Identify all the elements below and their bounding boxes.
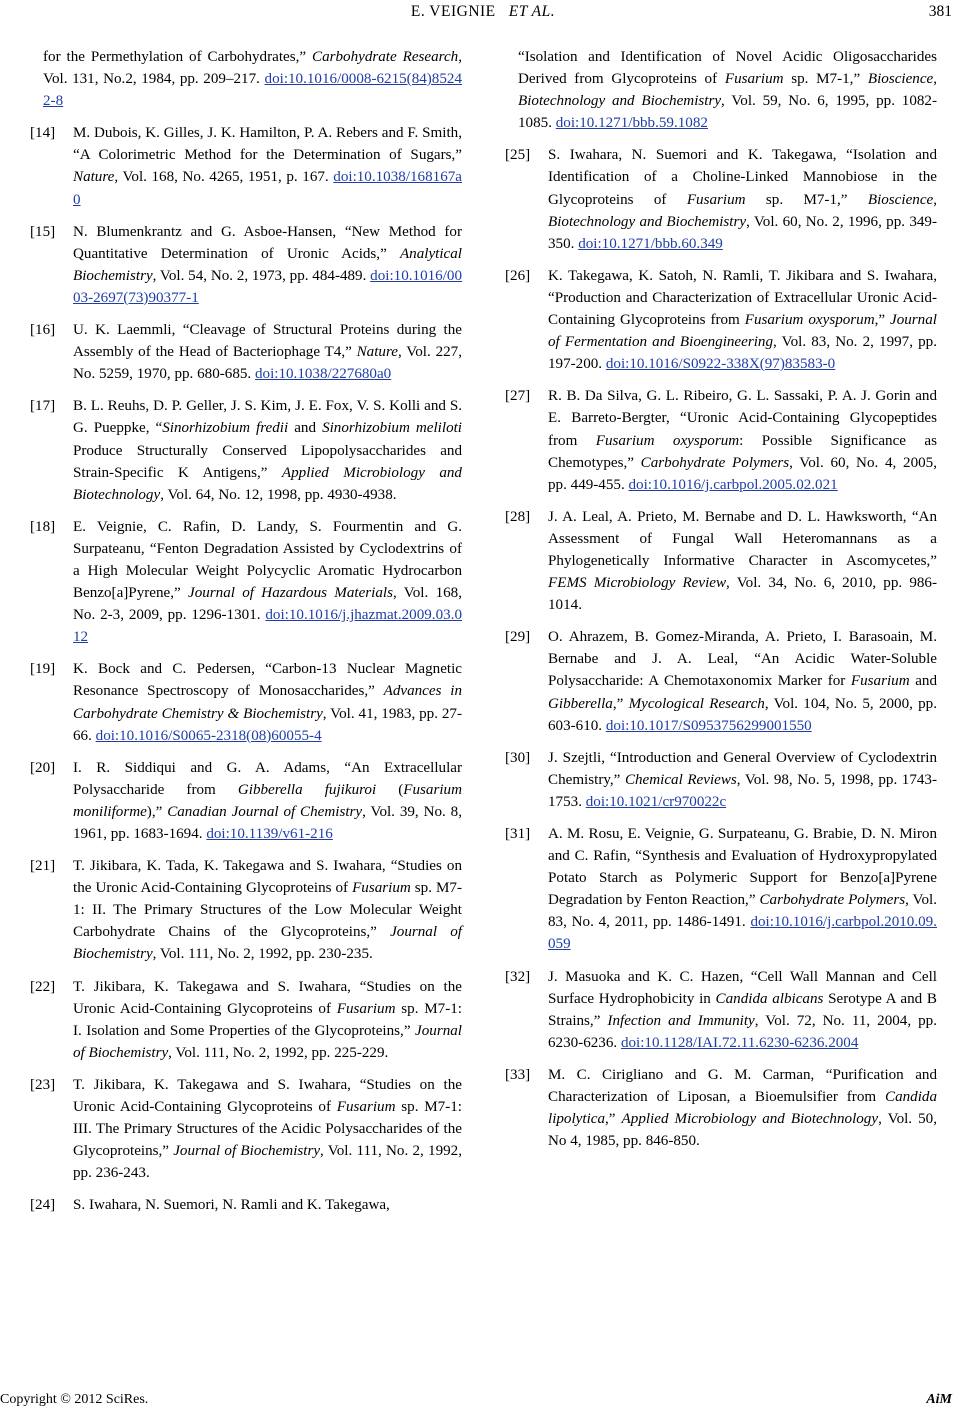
doi-link[interactable]: doi:10.1016/S0922-338X(97)83583-0	[605, 356, 836, 373]
reference-text: , Vol. 227, No. 5259, 1970, pp. 680-685.	[73, 344, 462, 383]
reference-number: [22]	[30, 978, 56, 995]
reference-text: , Vol. 111, No. 2, 1992, pp. 230-235.	[152, 946, 373, 963]
italic-text: Fusarium oxysporum	[744, 312, 875, 329]
reference-number: [31]	[505, 826, 531, 842]
reference-number: [32]	[505, 968, 531, 985]
reference-text: , Vol. 54, No. 2, 1973, pp. 484-489.	[152, 267, 371, 284]
reference-continuation	[30, 46, 462, 112]
reference-number: [28]	[505, 508, 531, 525]
italic-text: FEMS Microbiology Review	[548, 575, 727, 592]
reference-text: R. B. Da Silva, G. L. Ribeiro, G. L. Sassaki, P. A. J. Gorin and E. Barreto-Bergter, “Uronic Acid-Containing Glycopeptides from	[548, 388, 937, 449]
reference-entry	[505, 1064, 937, 1152]
reference-entry	[505, 626, 937, 736]
reference-number: [20]	[30, 759, 56, 776]
reference-text: ,”	[612, 695, 629, 712]
doi-link[interactable]: doi:10.1016/j.jhazmat.2009.03.012	[73, 607, 462, 646]
reference-text: , Vol. 168, No. 2-3, 2009, pp. 1296-1301.	[73, 585, 462, 624]
reference-number: [26]	[505, 267, 531, 284]
italic-text: Analytical Biochemistry	[73, 245, 462, 284]
reference-text: ),”	[146, 803, 168, 820]
reference-text: , Vol. 59, No. 6, 1995, pp. 1082-1085.	[518, 93, 937, 132]
reference-entry	[30, 319, 462, 385]
reference-text: , Vol. 83, No. 2, 1997, pp. 197-200.	[548, 334, 937, 373]
reference-text: J. Szejtli, “Introduction and General Overview of Cyclodextrin Chemistry,”	[548, 749, 937, 788]
italic-text: Sinorhizobium fredii	[162, 420, 289, 437]
reference-text: I. R. Siddiqui and G. A. Adams, “An Extracellular Polysaccharide from	[73, 759, 462, 798]
reference-entry	[505, 265, 937, 375]
reference-entry	[30, 976, 462, 1064]
reference-text: U. K. Laemmli, “Cleavage of Structural Proteins during the Assembly of the Head of Bacteriophage T4,”	[73, 322, 462, 361]
italic-text: Sinorhizobium meliloti	[322, 420, 462, 437]
italic-text: Canadian Journal of Chemistry	[167, 803, 363, 820]
reference-text: N. Blumenkrantz and G. Asboe-Hansen, “New Method for Quantitative Determination of Uronic Acids,”	[73, 223, 462, 262]
reference-text: K. Bock and C. Pedersen, “Carbon-13 Nuclear Magnetic Resonance Spectroscopy of Monosaccharides,”	[73, 661, 462, 700]
reference-number: [24]	[30, 1197, 56, 1214]
italic-text: Bioscience	[867, 191, 934, 208]
reference-number: [27]	[505, 388, 531, 405]
italic-text: Nature	[356, 344, 398, 361]
reference-text: ,”	[605, 1111, 622, 1128]
reference-text: S. Iwahara, N. Suemori and K. Takegawa, “Isolation and Identification of a Choline-Linked Mannobiose in the Glycoproteins of	[548, 147, 937, 208]
reference-number: [19]	[30, 661, 56, 678]
reference-text: , Vol. 50, No 4, 1985, pp. 846-850.	[548, 1111, 937, 1150]
reference-text: , Vol. 34, No. 6, 2010, pp. 986-1014.	[548, 575, 937, 614]
doi-link[interactable]: doi:10.1139/v61-216	[206, 826, 333, 842]
reference-text: (	[376, 781, 404, 798]
journal-abbreviation: AiM	[926, 1392, 952, 1407]
page-number: 381	[928, 3, 952, 20]
reference-entry	[30, 516, 462, 649]
italic-text: Journal of Hazardous Materials	[188, 585, 393, 602]
reference-text: Produce Structurally Conserved Lipopolysaccharides and Strain-Specific K Antigens,”	[73, 442, 462, 481]
italic-text: Carbohydrate Polymers	[759, 892, 906, 909]
reference-text: “Isolation and Identification of Novel Acidic Oligosaccharides Derived from Glycoproteins of	[518, 49, 937, 88]
reference-entry	[505, 747, 937, 813]
italic-text: Mycological Research	[628, 695, 765, 712]
reference-text: T. Jikibara, K. Tada, K. Takegawa and S. Iwahara, “Studies on the Uronic Acid-Containing Glycoproteins of	[73, 858, 462, 897]
reference-text: Serotype A and B Strains,”	[548, 990, 937, 1029]
italic-text: Journal of Biochemistry	[173, 1143, 321, 1160]
italic-text: Chemical Reviews	[624, 771, 737, 788]
italic-text: Fusarium moniliforme	[73, 781, 462, 820]
italic-text: Fusarium	[724, 71, 784, 88]
reference-number: [15]	[30, 223, 56, 240]
reference-text: A. M. Rosu, E. Veignie, G. Surpateanu, G. Brabie, D. N. Miron and C. Rafin, “Synthesis and Evaluation of Hydroxypropylated Potato Starch as Polymeric Support for Benzo[a]Pyrene Degradation by Fenton Reaction,”	[548, 826, 937, 909]
reference-number: [21]	[30, 858, 56, 875]
italic-text: Candida lipolytica	[548, 1089, 937, 1128]
doi-link[interactable]: doi:10.1017/S0953756299001550	[605, 717, 812, 734]
italic-text: Gibberella	[548, 695, 613, 712]
reference-entry	[505, 966, 937, 1054]
doi-link[interactable]: doi:10.1016/S0065-2318(08)60055-4	[95, 727, 322, 744]
reference-text: , Vol. 104, No. 5, 2000, pp. 603-610.	[548, 695, 938, 734]
reference-text: , Vol. 98, No. 5, 1998, pp. 1743-1753.	[548, 771, 937, 810]
reference-text: M. Dubois, K. Gilles, J. K. Hamilton, P. A. Rebers and F. Smith, “A Colorimetric Method for the Determination of Sugars,”	[73, 125, 462, 164]
reference-text: ,”	[874, 312, 891, 329]
reference-number: [16]	[30, 322, 56, 339]
italic-text: Journal of Biochemistry	[73, 924, 462, 963]
italic-text: Fusarium oxysporum	[595, 432, 740, 449]
reference-continuation	[505, 46, 937, 134]
reference-text: for the Permethylation of Carbohydrates,”	[43, 49, 312, 65]
reference-text: , Vol. 64, No. 12, 1998, pp. 4930-4938.	[160, 486, 397, 503]
reference-text: , Vol. 72, No. 11, 2004, pp. 6230-6236.	[548, 1012, 937, 1051]
reference-number: [18]	[30, 518, 56, 535]
reference-text: , Vol. 83, No. 4, 2011, pp. 1486-1491.	[548, 892, 937, 931]
reference-text: M. C. Cirigliano and G. M. Carman, “Purification and Characterization of Liposan, a Bioemulsifier from	[548, 1066, 937, 1106]
reference-text: , Vol. 111, No. 2, 1992, pp. 236-243.	[73, 1143, 462, 1182]
reference-text: : Possible Significance as Chemotypes,”	[548, 432, 937, 471]
reference-text: sp. M7-1,”	[783, 71, 868, 88]
italic-text: Fusarium	[336, 1099, 396, 1116]
reference-text: and	[288, 420, 323, 437]
reference-text: sp. M7-1: III. The Primary Structures of the Acidic Polysaccharides of the Glycoproteins,”	[73, 1099, 462, 1160]
references-right-column	[505, 46, 937, 1162]
italic-text: Fusarium	[686, 191, 746, 208]
italic-text: Fusarium	[336, 1000, 396, 1017]
italic-text: Nature	[73, 169, 115, 186]
italic-text: Journal of Biochemistry	[73, 1022, 462, 1061]
reference-number: [25]	[505, 147, 531, 164]
reference-text: sp. M7-1,”	[745, 191, 868, 208]
reference-text: S. Iwahara, N. Suemori, N. Ramli and K. Takegawa,	[73, 1197, 390, 1214]
reference-entry	[30, 1074, 462, 1184]
reference-text: , Vol. 41, 1983, pp. 27-66.	[73, 705, 462, 744]
italic-text: Candida albicans	[715, 990, 824, 1007]
doi-link[interactable]: doi:10.1016/j.carbpol.2005.02.021	[628, 476, 838, 493]
reference-text: , Vol. 111, No. 2, 1992, pp. 225-229.	[168, 1044, 389, 1061]
reference-text: sp. M7-1: I. Isolation and Some Properties of the Glycoproteins,”	[73, 1000, 462, 1039]
reference-text: O. Ahrazem, B. Gomez-Miranda, A. Prieto, I. Barasoain, M. Bernabe and J. A. Leal, “An Acidic Water-Soluble Polysaccharide: A Chemotaxonomix Marker for	[548, 629, 937, 690]
doi-link[interactable]: doi:10.1016/0003-2697(73)90377-1	[73, 267, 462, 306]
reference-entry	[505, 823, 937, 956]
reference-text: , Vol. 39, No. 8, 1961, pp. 1683-1694.	[73, 803, 462, 842]
doi-link[interactable]: doi:10.1271/bbb.59.1082	[555, 115, 708, 132]
references-left-column	[30, 46, 462, 1227]
italic-text: Journal of Fermentation and Bioengineering	[548, 312, 937, 351]
reference-entry	[30, 855, 462, 965]
reference-entry	[505, 385, 937, 495]
reference-text: sp. M7-1: II. The Primary Structures of the Low Molecular Weight Carbohydrate Chains of the Glycoproteins,”	[73, 880, 462, 941]
doi-link[interactable]: doi:10.1038/227680a0	[254, 366, 392, 383]
doi-link[interactable]: doi:10.1016/j.carbpol.2010.09.059	[548, 914, 937, 953]
italic-text: Applied Microbiology and Biotechnology	[621, 1111, 879, 1128]
copyright-notice: Copyright © 2012 SciRes.	[0, 1392, 149, 1407]
running-title	[0, 3, 966, 21]
italic-text: Fusarium	[352, 880, 411, 897]
italic-text: Carbohydrate Research	[312, 49, 459, 65]
reference-entry	[30, 1194, 462, 1216]
header-authors: E. VEIGNIE	[410, 3, 496, 20]
reference-number: [33]	[505, 1066, 531, 1083]
reference-entry	[30, 658, 462, 746]
italic-text: Carbohydrate Polymers	[640, 454, 790, 471]
reference-text: T. Jikibara, K. Takegawa and S. Iwahara, “Studies on the Uronic Acid-Containing Glycoproteins of	[73, 978, 462, 1017]
reference-number: [29]	[505, 629, 531, 646]
reference-text: J. A. Leal, A. Prieto, M. Bernabe and D. L. Hawksworth, “An Assessment of Fungal Wall Heteromannans as a Phylogenetically Informative Character in Ascomycetes,”	[548, 508, 937, 569]
doi-link[interactable]: doi:10.1021/cr970022c	[585, 793, 727, 810]
reference-number: [30]	[505, 749, 531, 766]
reference-number: [14]	[30, 125, 56, 142]
reference-entry	[30, 757, 462, 845]
italic-text: Biotechnology and Biochemistry	[548, 213, 747, 230]
reference-text: , Vol. 60, No. 4, 2005, pp. 449-455.	[548, 454, 937, 493]
reference-number: [17]	[30, 398, 56, 415]
reference-entry	[30, 122, 462, 210]
italic-text: Fusarium	[850, 673, 910, 690]
italic-text: Infection and Immunity	[607, 1012, 755, 1029]
italic-text: Gibberella fujikuroi	[237, 781, 377, 798]
italic-text: Biotechnology and Biochemistry	[518, 93, 722, 110]
reference-number: [23]	[30, 1076, 56, 1093]
reference-text: T. Jikibara, K. Takegawa and S. Iwahara, “Studies on the Uronic Acid-Containing Glycoproteins of	[73, 1076, 462, 1116]
running-header	[0, 3, 966, 27]
doi-link[interactable]: doi:10.1038/168167a0	[73, 169, 462, 208]
reference-entry	[505, 506, 937, 616]
doi-link[interactable]: doi:10.1271/bbb.60.349	[578, 235, 723, 252]
reference-text: , Vol. 131, No.2, 1984, pp. 209–217.	[43, 49, 463, 88]
doi-link[interactable]: doi:10.1016/0008-6215(84)85242-8	[43, 71, 462, 110]
page-footer	[0, 1392, 966, 1412]
reference-text: and	[909, 673, 937, 690]
reference-text: E. Veignie, C. Rafin, D. Landy, S. Fourmentin and G. Surpateanu, “Fenton Degradation Assisted by Cyclodextrins of a High Molecular Weight Polycyclic Aromatic Hydrocarbon Benzo[a]Pyrene,”	[73, 518, 462, 602]
reference-text: , Vol. 168, No. 4265, 1951, p. 167.	[114, 169, 334, 186]
reference-text: ,	[933, 191, 937, 208]
italic-text: Applied Microbiology and Biotechnology	[73, 464, 462, 503]
reference-entry	[505, 144, 937, 254]
reference-text: B. L. Reuhs, D. P. Geller, J. S. Kim, J. E. Fox, V. S. Kolli and S. G. Pueppke, “	[73, 398, 462, 437]
italic-text: Advances in Carbohydrate Chemistry & Biochemistry	[73, 683, 462, 722]
doi-link[interactable]: doi:10.1128/IAI.72.11.6230-6236.2004	[620, 1034, 859, 1051]
reference-entry	[30, 221, 462, 309]
header-et-al: ET AL.	[508, 3, 556, 20]
reference-text: J. Masuoka and K. C. Hazen, “Cell Wall Mannan and Cell Surface Hydrophobicity in	[548, 968, 937, 1007]
reference-entry	[30, 395, 462, 505]
italic-text: Bioscience	[867, 71, 934, 88]
reference-text: ,	[933, 71, 938, 88]
reference-text: , Vol. 60, No. 2, 1996, pp. 349-350.	[548, 213, 937, 252]
reference-text: K. Takegawa, K. Satoh, N. Ramli, T. Jikibara and S. Iwahara, “Production and Characterization of Extracellular Uronic Acid-Containing Glycoproteins from	[548, 267, 937, 329]
